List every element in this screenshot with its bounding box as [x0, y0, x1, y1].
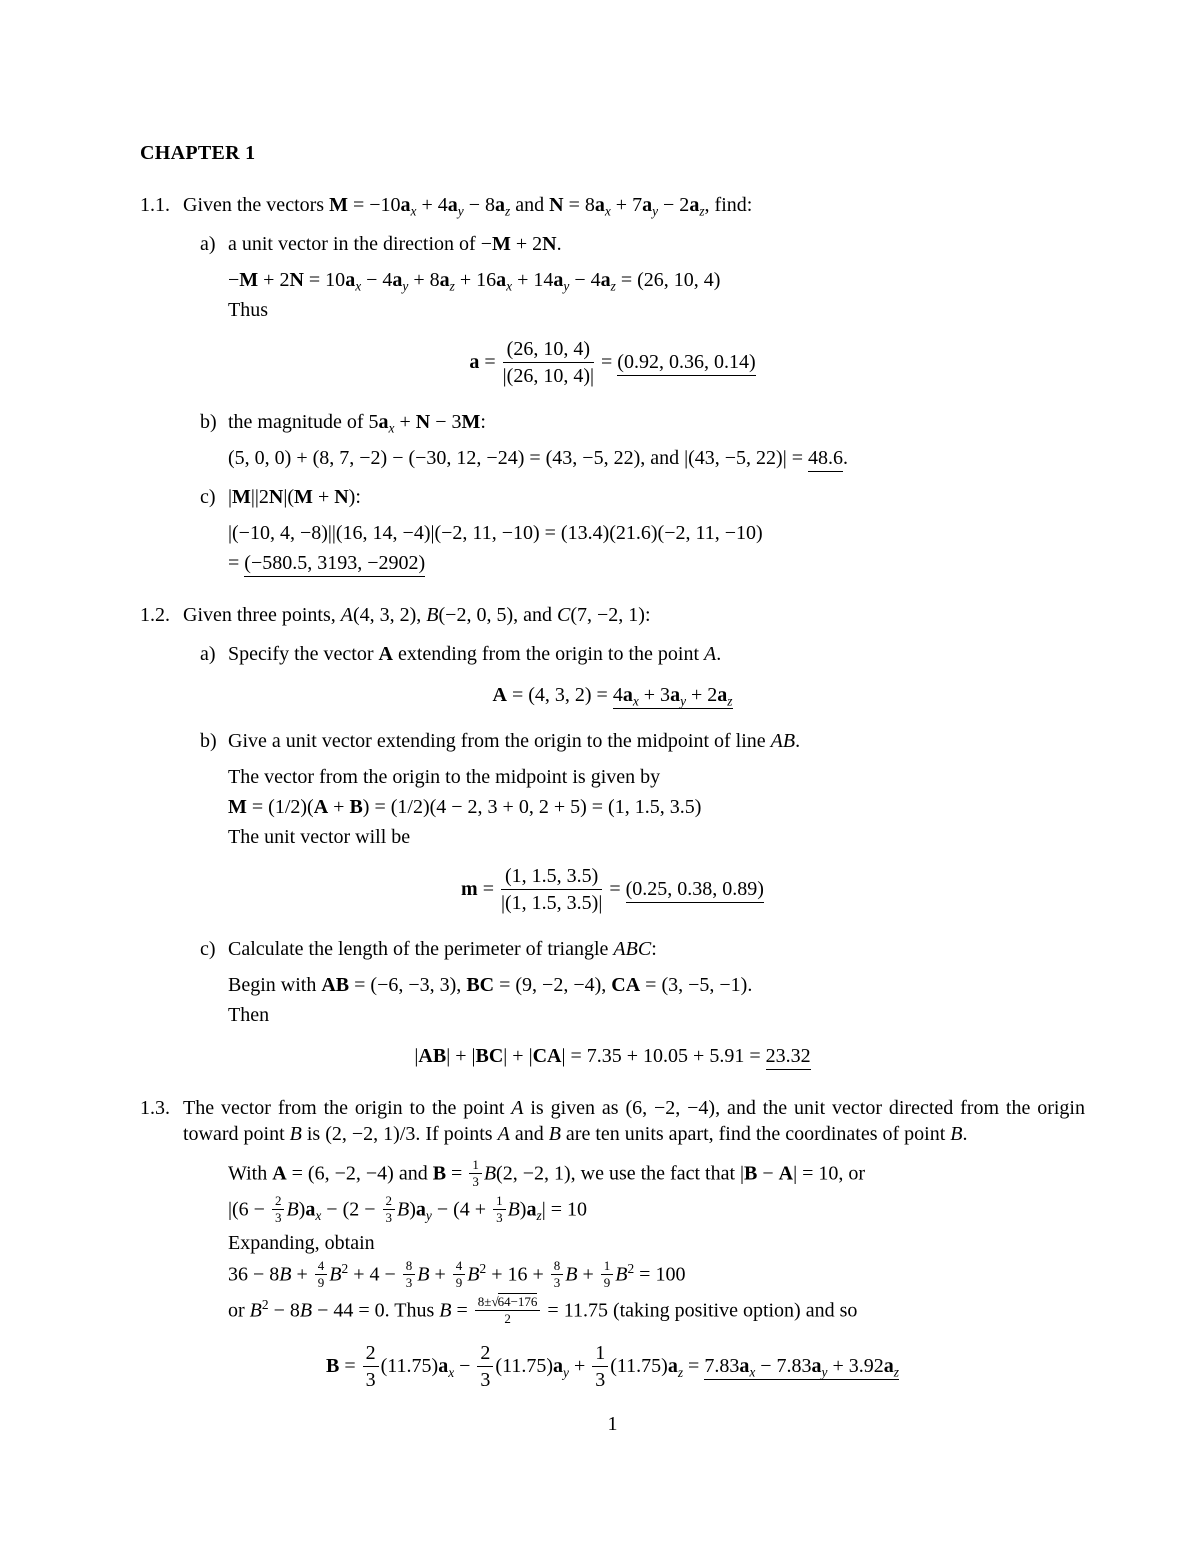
bold-text: a [642, 194, 653, 216]
item-text: a unit vector in the direction of −M + 2N. [228, 233, 562, 255]
fraction [383, 1194, 396, 1226]
problem-text: Given three points, A(4, 3, 2), B(−2, 0, 5), and C(7, −2, 1): [183, 604, 651, 626]
bold-text: BC [466, 974, 495, 996]
bold-text: M [228, 796, 247, 818]
fraction-numerator: (26, 10, 4) [503, 337, 594, 363]
equation-display: a = $\frac{(26, 10, 4)}{|(26, 10, 4)|}$ = (0.92, 0.36, 0.14) [469, 338, 756, 387]
bold-text: a [415, 1197, 426, 1220]
bold-text: M [294, 486, 313, 508]
fraction-numerator: 2 [363, 1341, 379, 1367]
bold-text: N [542, 233, 557, 255]
fraction [363, 1341, 379, 1392]
italic-text: A [704, 643, 717, 665]
italic-text: B [467, 1263, 480, 1286]
subscript: z [505, 203, 511, 219]
subscript: y [821, 1365, 828, 1381]
fraction-denominator: 9 [455, 1275, 463, 1291]
paragraph: Begin with AB = (−6, −3, 3), BC = (9, −2, −4), CA = (3, −5, −1). [228, 974, 753, 996]
italic-text: ABC [613, 938, 652, 960]
solution-item [200, 409, 1085, 435]
bold-text: A [492, 684, 507, 706]
bold-text: a [670, 684, 681, 706]
italic-text: B [286, 1197, 299, 1220]
item-text: Specify the vector A extending from the origin to the point A. [228, 643, 722, 665]
fraction-denominator: 9 [603, 1275, 611, 1291]
solution-item [200, 484, 1085, 510]
subscript: y [680, 693, 687, 709]
subscript: z [893, 1365, 899, 1381]
bold-text: AB [321, 974, 350, 996]
subscript: x [448, 1365, 455, 1381]
fraction-denominator: 3 [496, 1209, 503, 1225]
superscript: 2 [479, 1261, 487, 1277]
fraction-numerator: 1 [592, 1341, 608, 1367]
italic-text: B [483, 1162, 497, 1185]
bold-text: a [438, 1355, 449, 1378]
subscript: x [604, 203, 611, 219]
radical-sign: √ [491, 1293, 498, 1309]
subscript: z [610, 278, 616, 294]
bold-text: CA [532, 1045, 562, 1067]
problem-text: Given the vectors $M = -10a_x + 4a_y - 8a_z$ and $N = 8a_x + 7a_y - 2a_z$, find: [183, 194, 753, 219]
bold-text: CA [611, 974, 641, 996]
fraction [469, 1158, 482, 1190]
fraction-numerator: (1, 1.5, 3.5) [501, 864, 602, 890]
item-label: a) [200, 233, 216, 255]
fraction-denominator: |(26, 10, 4)| [502, 365, 594, 387]
fraction-numerator: 2 [272, 1194, 285, 1210]
item-label: a) [200, 643, 216, 665]
bold-text: a [622, 684, 633, 706]
fraction [315, 1259, 328, 1291]
subscript: z [449, 278, 455, 294]
subscript: y [402, 278, 409, 294]
paragraph: $-M + 2N = 10a_x - 4a_y + 8a_z + 16a_x + 14a_y - 4a_z = (26$, 10, 4) [228, 269, 721, 294]
bold-text: a [553, 1355, 563, 1378]
paragraph: The vector from the origin to the midpoint is given by [228, 766, 661, 788]
bold-text: a [439, 269, 450, 291]
underlined-answer: (−580.5, 3193, −2902) [244, 552, 425, 577]
subscript: x [315, 1207, 322, 1223]
subscript: z [536, 1207, 542, 1223]
italic-text: B [299, 1299, 313, 1322]
paragraph: |(6 − $\frac{2}{3}$ $B)a_x - (2$ − $\frac{2}{3}$ $B)a_y - (4$ + $\frac{1}{3}$ $B)a_z| = 10$ [228, 1192, 587, 1225]
fraction [477, 1341, 493, 1392]
superscript: 2 [341, 1261, 349, 1277]
solution-item [200, 641, 1085, 667]
paragraph: or $B^2 - 8B - 44 = 0$. Thus B = $\frac{8\pm√64-176}{2}$ = 11.75 (taking positive option) and so [228, 1293, 858, 1327]
subscript: y [652, 203, 659, 219]
subscript: y [563, 1365, 569, 1381]
subscript: x [506, 278, 513, 294]
item-label: c) [200, 486, 216, 508]
bold-text: B [325, 1355, 340, 1378]
fraction [475, 1295, 541, 1327]
fraction-numerator: 1 [601, 1259, 614, 1275]
bold-text: M [239, 269, 259, 291]
italic-text: B [426, 604, 439, 626]
fraction-denominator: 3 [553, 1275, 561, 1291]
subscript: y [425, 1207, 432, 1223]
superscript: 2 [627, 1261, 635, 1277]
paragraph: = (−580.5, 3193, −2902) [228, 550, 1085, 576]
bold-text: B [432, 1162, 447, 1185]
bold-text: M [329, 194, 348, 216]
fraction-denominator: |(1, 1.5, 3.5)| [501, 892, 603, 914]
subscript: x [749, 1365, 756, 1381]
subscript: x [355, 278, 362, 294]
fraction [493, 1194, 506, 1226]
fraction-numerator: 4 [453, 1259, 466, 1275]
superscript: 2 [261, 1296, 269, 1312]
bold-text: a [345, 269, 356, 291]
bold-text: A [778, 1162, 794, 1185]
equation-display: |AB| + |BC| + |CA| = 7.35 + 10.05 + 5.91 = 23.32 [140, 1043, 1085, 1069]
subscript: z [677, 1365, 684, 1381]
item-text: |M||2N|(M + N): [228, 486, 361, 508]
bold-text: AB [418, 1045, 447, 1067]
bold-text: A [272, 1162, 287, 1185]
item-label: c) [200, 938, 216, 960]
paragraph: (5, 0, 0) + (8, 7, −2) − (−30, 12, −24) = (43, −5, 22), and |(43, −5, 22)| = 48.6. [228, 445, 1085, 471]
fraction-denominator: 3 [365, 1369, 376, 1392]
fraction-denominator: 3 [480, 1369, 491, 1392]
italic-text: B [548, 1123, 561, 1145]
bold-text: N [415, 411, 431, 433]
italic-text: B [397, 1197, 410, 1220]
fraction [601, 1259, 614, 1291]
problem [140, 602, 1085, 628]
bold-text: a [495, 194, 505, 216]
solution-item [200, 231, 1085, 257]
problem-number: 1.1. [140, 194, 170, 216]
equation-display: m = $\frac{(1, 1.5, 3.5)}{|(1, 1.5, 3.5)|}$ = (0.25, 0.38, 0.89) [461, 865, 764, 914]
problem-number: 1.2. [140, 604, 170, 626]
fraction-numerator: 2 [477, 1341, 493, 1367]
paragraph: Expanding, obtain [228, 1232, 375, 1255]
bold-text: a [305, 1197, 316, 1220]
paragraph: M = (1/2)(A + B) = (1/2)(4 − 2, 3 + 0, 2 + 5) = (1, 1.5, 3.5) [228, 796, 702, 818]
italic-text: B [279, 1263, 292, 1286]
fraction-numerator: 4 [315, 1259, 328, 1275]
underlined-answer: $7.83a_x - 7.83a_y + 3.92a_z$ [704, 1355, 899, 1381]
italic-text: B [289, 1123, 302, 1145]
paragraph: Then [228, 1004, 270, 1026]
radicand: 64−176 [497, 1293, 538, 1309]
bold-text: a [392, 269, 403, 291]
item-text: the magnitude of $5a_x + N - 3M$: [228, 411, 486, 436]
problem-number: 1.3. [140, 1097, 170, 1119]
bold-text: a [469, 351, 480, 374]
subscript: z [727, 693, 733, 709]
italic-text: A [340, 604, 353, 626]
bold-text: B [744, 1162, 758, 1185]
underlined-answer: (0.92, 0.36, 0.14) [617, 351, 755, 376]
item-text: Give a unit vector extending from the origin to the midpoint of line AB. [228, 730, 801, 752]
italic-text: B [249, 1299, 262, 1322]
italic-text: A [511, 1097, 524, 1119]
paragraph: Thus [228, 299, 268, 321]
bold-text: a [689, 194, 700, 216]
subscript: x [410, 203, 417, 219]
paragraph: 36 − 8B + $\frac{4}{9}$ $B^2 + 4$ − $\frac{8}{3}$ B + $\frac{4}{9}$ $B^2 + 16$ + $\frac{8}{3}$ B + $\frac{1}{9}$ $B^2 = 100$ [228, 1258, 686, 1291]
subscript: x [388, 420, 395, 436]
underlined-answer: 23.32 [766, 1045, 811, 1070]
paragraph: |(−10, 4, −8)||(16, 14, −4)|(−2, 11, −10) = (13.4)(21.6)(−2, 11, −10) [228, 522, 763, 544]
bold-text: N [289, 269, 304, 291]
bold-text: a [378, 411, 389, 433]
subscript: x [632, 693, 639, 709]
fraction-numerator: 8±√64−176 [475, 1295, 541, 1311]
underlined-answer: (0.25, 0.38, 0.89) [626, 878, 764, 903]
document-body [140, 140, 1085, 1393]
italic-text: A [497, 1123, 510, 1145]
fraction [503, 337, 594, 388]
fraction-denominator: 3 [274, 1209, 282, 1225]
italic-text: C [557, 604, 571, 626]
bold-text: N [334, 486, 349, 508]
item-label: b) [200, 411, 217, 433]
italic-text: B [329, 1263, 342, 1286]
bold-text: A [313, 796, 329, 818]
bold-text: a [400, 194, 411, 216]
fraction-numerator: 8 [403, 1259, 416, 1275]
italic-text: B [417, 1263, 430, 1286]
equation-display: A = (4, 3, $2) = 4a_x + 3a_y + 2a_z$ [492, 684, 733, 709]
fraction [551, 1259, 564, 1291]
fraction-denominator: 3 [405, 1275, 413, 1291]
subscript: y [563, 278, 570, 294]
fraction-numerator: 1 [493, 1194, 506, 1210]
bold-text: m [461, 878, 478, 901]
bold-text: a [811, 1355, 822, 1378]
equation-display: B = $\frac{2}{3}$ $(11.75)a_x$ − $\frac{2}{3}$ $(11.75)a_y$ + $\frac{1}{3}$ $(11.75)a_z = 7.83a_x - 7.83a_y + 3.92a_z$ [325, 1342, 899, 1392]
fraction-numerator: 2 [383, 1194, 396, 1210]
bold-text: BC [475, 1045, 504, 1067]
item-label: b) [200, 730, 217, 752]
paragraph: With A = (6, −2, −4) and B = $\frac{1}{3}$ B(2, −2, 1), we use the fact that |B − A| = 10, or [228, 1157, 866, 1190]
fraction-denominator: 3 [472, 1174, 479, 1190]
bold-text: a [739, 1355, 750, 1378]
fraction [592, 1341, 608, 1392]
square-root [491, 1293, 537, 1309]
fraction-numerator: 8 [551, 1259, 564, 1275]
problem-text: The vector from the origin to the point A is given as (6, −2, −4), and the unit vector directed from the origin toward point B is (2, −2, 1)/3. If points A and B are ten units apart, find the coordinates of point B. [183, 1097, 1085, 1145]
bold-text: a [717, 684, 728, 706]
fraction [453, 1259, 466, 1291]
fraction [272, 1194, 285, 1226]
bold-text: a [447, 194, 458, 216]
bold-text: N [268, 486, 284, 508]
bold-text: a [526, 1197, 537, 1220]
bold-text: N [549, 194, 564, 216]
italic-text: B [507, 1197, 520, 1220]
bold-text: a [594, 194, 605, 216]
item-text: Calculate the length of the perimeter of triangle ABC: [228, 938, 657, 960]
bold-text: B [349, 796, 363, 818]
paragraph: The unit vector will be [228, 826, 411, 848]
solution-item [200, 936, 1085, 962]
italic-text: B [439, 1299, 452, 1322]
italic-text: B [565, 1263, 578, 1286]
problem [140, 1095, 1085, 1147]
subscript: y [457, 203, 464, 219]
underlined-answer: $4a_x + 3a_y + 2a_z$ [612, 684, 733, 709]
solution-item [200, 728, 1085, 754]
underlined-answer: 48.6 [808, 447, 843, 472]
fraction-denominator: 2 [504, 1311, 511, 1327]
page-number: 1 [607, 1413, 618, 1436]
bold-text: A [378, 643, 393, 665]
bold-text: a [553, 269, 564, 291]
bold-text: M [461, 411, 481, 433]
subscript: z [699, 203, 705, 219]
bold-text: a [496, 269, 507, 291]
italic-text: B [950, 1123, 963, 1145]
fraction [403, 1259, 416, 1291]
bold-text: M [232, 486, 251, 508]
bold-text: a [600, 269, 611, 291]
fraction-denominator: 3 [385, 1209, 393, 1225]
fraction [501, 864, 602, 915]
italic-text: AB [770, 730, 796, 752]
fraction-denominator: 3 [595, 1369, 606, 1392]
bold-text: M [491, 233, 511, 255]
bold-text: a [667, 1355, 678, 1378]
fraction-denominator: 9 [317, 1275, 325, 1291]
italic-text: B [615, 1263, 628, 1286]
bold-text: a [883, 1355, 894, 1378]
fraction-numerator: 1 [469, 1158, 482, 1174]
problem [140, 192, 1085, 218]
chapter-heading: CHAPTER 1 [140, 142, 256, 164]
